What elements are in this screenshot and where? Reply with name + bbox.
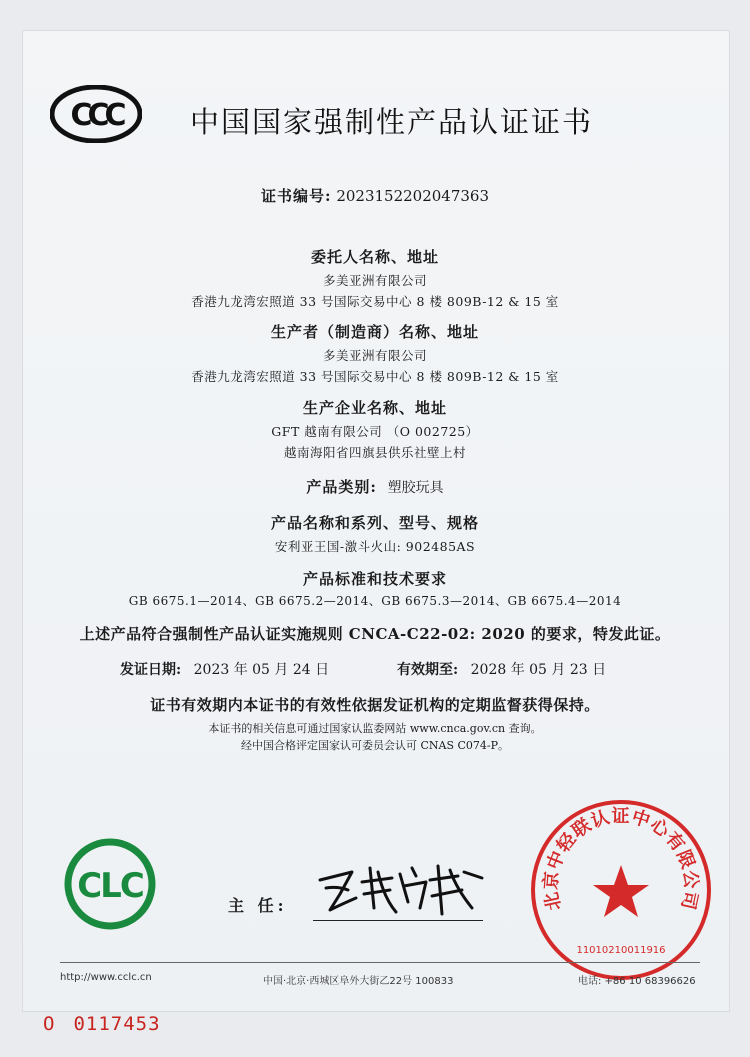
expiry-date-row bbox=[397, 659, 606, 679]
serial-value: 0117453 bbox=[73, 1013, 161, 1035]
document-title: 中国国家强制性产品认证证书 bbox=[190, 105, 594, 139]
issue-date-row bbox=[120, 659, 329, 679]
category-row bbox=[0, 476, 750, 497]
signature-line bbox=[313, 920, 483, 921]
certificate-number: 2023152202047363 bbox=[336, 187, 490, 205]
applicant-address: 香港九龙湾宏照道 33 号国际交易中心 8 楼 809B-12 & 15 室 bbox=[191, 294, 559, 309]
serial-number bbox=[43, 1013, 161, 1035]
manufacturer-address: 香港九龙湾宏照道 33 号国际交易中心 8 楼 809B-12 & 15 室 bbox=[191, 369, 559, 384]
certificate-number-row bbox=[0, 185, 750, 206]
footer-address: 中国·北京·西城区阜外大街乙22号 100833 bbox=[263, 976, 454, 987]
conformity-statement: 上述产品符合强制性产品认证实施规则 CNCA-C22-02: 2020 的要求，特发此证。 bbox=[79, 625, 671, 643]
product-heading: 产品名称和系列、型号、规格 bbox=[270, 514, 479, 532]
note-line-2: 经中国合格评定国家认可委员会认可 CNAS C074-P。 bbox=[240, 739, 510, 752]
standards-value: GB 6675.1—2014、GB 6675.2—2014、GB 6675.3—2014、GB 6675.4—2014 bbox=[128, 594, 622, 608]
certificate-number-label: 证书编号: bbox=[260, 187, 332, 205]
validity-statement: 证书有效期内本证书的有效性依据发证机构的定期监督获得保持。 bbox=[150, 696, 600, 714]
seal-star-icon bbox=[593, 865, 649, 917]
director-signature bbox=[312, 858, 492, 920]
issue-date-label: 发证日期: bbox=[120, 662, 182, 678]
note-line-1: 本证书的相关信息可通过国家认监委网站 www.cnca.gov.cn 查询。 bbox=[208, 722, 542, 735]
factory-heading: 生产企业名称、地址 bbox=[302, 399, 447, 417]
issue-date: 2023 年 05 月 24 日 bbox=[193, 662, 330, 678]
manufacturer-heading: 生产者（制造商）名称、地址 bbox=[270, 323, 479, 341]
factory-name: GFT 越南有限公司 （O 002725） bbox=[271, 424, 479, 439]
product-value: 安利亚王国-激斗火山: 902485AS bbox=[274, 539, 476, 554]
organization-seal bbox=[528, 797, 714, 983]
expiry-date-label: 有效期至: bbox=[397, 662, 459, 678]
seal-text: 北京中轻联认证中心有限公司 bbox=[540, 805, 702, 913]
category-label: 产品类别: bbox=[306, 478, 377, 496]
ccc-logo-icon bbox=[50, 85, 142, 143]
manufacturer-name: 多美亚洲有限公司 bbox=[322, 348, 427, 363]
clc-logo-text: CLC bbox=[77, 866, 143, 906]
seal-number: 1101021001191​6 bbox=[576, 945, 666, 956]
applicant-name: 多美亚洲有限公司 bbox=[322, 273, 427, 288]
expiry-date: 2028 年 05 月 23 日 bbox=[470, 662, 607, 678]
footer-website[interactable]: http://www.cclc.cn bbox=[60, 972, 152, 983]
applicant-heading: 委托人名称、地址 bbox=[310, 248, 439, 266]
category-value: 塑胶玩具 bbox=[387, 480, 444, 496]
ccc-logo-text: CCC bbox=[70, 98, 122, 133]
clc-logo-icon bbox=[64, 838, 156, 930]
director-label: 主 任: bbox=[228, 896, 288, 915]
footer-divider bbox=[60, 962, 700, 963]
factory-address: 越南海阳省四旗县供乐社壁上村 bbox=[283, 445, 466, 460]
standards-heading: 产品标准和技术要求 bbox=[302, 570, 447, 588]
footer-phone: 电话: +86 10 68396626 bbox=[578, 976, 696, 987]
serial-prefix: O bbox=[43, 1013, 56, 1035]
